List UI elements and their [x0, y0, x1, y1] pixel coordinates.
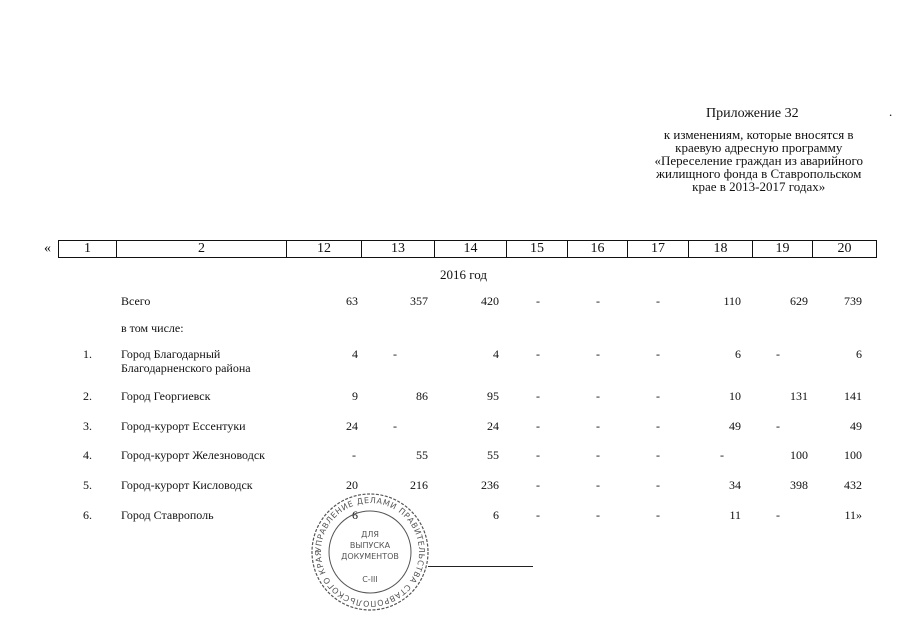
svg-text:С-III: С-III — [362, 575, 378, 584]
row-number: 6. — [83, 508, 92, 522]
value-cell: 131 — [790, 389, 808, 403]
header-cell: 12 — [287, 241, 362, 258]
total-label: Всего — [121, 294, 151, 308]
value-cell: - — [536, 389, 540, 403]
value-cell: - — [536, 294, 540, 308]
subtitle-line: жилищного фонда в Ставропольском — [656, 166, 862, 181]
svg-text:ДОКУМЕНТОВ: ДОКУМЕНТОВ — [341, 552, 399, 561]
value-cell: 63 — [346, 294, 358, 308]
value-cell: - — [536, 419, 540, 433]
value-cell: - — [656, 347, 660, 361]
svg-text:ВЫПУСКА: ВЫПУСКА — [349, 541, 391, 550]
value-cell: 6 — [735, 347, 741, 361]
value-cell: 10 — [729, 389, 741, 403]
value-cell: 236 — [481, 478, 499, 492]
value-cell: - — [656, 294, 660, 308]
value-cell: - — [656, 478, 660, 492]
value-cell: - — [776, 347, 780, 361]
value-cell: - — [536, 347, 540, 361]
value-cell: 216 — [410, 478, 428, 492]
row-label: Благодарненского района — [121, 361, 251, 375]
value-cell: 6 — [856, 347, 862, 361]
row-label: Город-курорт Железноводск — [121, 448, 265, 462]
value-cell: 24 — [346, 419, 358, 433]
value-cell: 49 — [850, 419, 862, 433]
section-title: 2016 год — [440, 267, 487, 282]
value-cell: 34 — [729, 478, 741, 492]
appendix-title: Приложение 32 — [706, 106, 799, 121]
value-cell: 141 — [844, 389, 862, 403]
row-number: 1. — [83, 347, 92, 361]
value-cell: 4 — [352, 347, 358, 361]
value-cell: 6 — [352, 508, 358, 522]
subtitle-line: крае в 2013-2017 годах» — [692, 179, 826, 194]
including-label: в том числе: — [121, 321, 184, 335]
value-cell: 24 — [487, 419, 499, 433]
stamp-seal — [308, 490, 432, 614]
quote-open: « — [44, 241, 51, 256]
value-cell: 49 — [729, 419, 741, 433]
value-cell: 398 — [790, 478, 808, 492]
value-cell: 100 — [790, 448, 808, 462]
value-cell: - — [536, 478, 540, 492]
value-cell: - — [596, 419, 600, 433]
value-cell: - — [596, 389, 600, 403]
value-cell: - — [536, 508, 540, 522]
value-cell: 20 — [346, 478, 358, 492]
table-header — [58, 240, 877, 258]
value-cell: - — [596, 294, 600, 308]
value-cell: 9 — [352, 389, 358, 403]
value-cell: - — [776, 419, 780, 433]
row-label: Город-курорт Ессентуки — [121, 419, 246, 433]
subtitle-line: к изменениям, которые вносятся в — [663, 127, 854, 142]
header-cell: 19 — [753, 241, 813, 258]
value-cell: - — [596, 508, 600, 522]
value-cell: 55 — [487, 448, 499, 462]
row-number: 4. — [83, 448, 92, 462]
value-cell: 95 — [487, 389, 499, 403]
signature-line — [428, 566, 533, 567]
header-cell: 1 — [59, 241, 117, 258]
header-cell: 16 — [568, 241, 628, 258]
value-cell: 11 — [729, 508, 741, 522]
value-cell: - — [720, 448, 724, 462]
value-cell: 55 — [416, 448, 428, 462]
value-cell: 110 — [723, 294, 741, 308]
row-label: Город Ставрополь — [121, 508, 214, 522]
value-cell: 739 — [844, 294, 862, 308]
value-cell: - — [536, 448, 540, 462]
value-cell: - — [656, 389, 660, 403]
value-cell: 629 — [790, 294, 808, 308]
value-cell: 86 — [416, 389, 428, 403]
header-cell: 17 — [628, 241, 689, 258]
value-cell: - — [596, 478, 600, 492]
value-cell: 432 — [844, 478, 862, 492]
header-cell: 2 — [117, 241, 287, 258]
value-cell: - — [596, 347, 600, 361]
value-cell: - — [656, 508, 660, 522]
value-cell: - — [352, 448, 356, 462]
svg-text:УПРАВЛЕНИЕ ДЕЛАМИ ПРАВИТЕЛЬСТВ: УПРАВЛЕНИЕ ДЕЛАМИ ПРАВИТЕЛЬСТВА СТАВРОПОЛЬСКОГО КРАЯ — [313, 495, 427, 609]
value-cell: - — [596, 448, 600, 462]
value-cell: 420 — [481, 294, 499, 308]
header-cell: 20 — [813, 241, 877, 258]
value-cell: 4 — [493, 347, 499, 361]
value-cell: 357 — [410, 294, 428, 308]
appendix-subtitle — [654, 128, 863, 193]
row-number: 5. — [83, 478, 92, 492]
value-cell: - — [776, 508, 780, 522]
row-label: Город-курорт Кисловодск — [121, 478, 253, 492]
header-cell: 14 — [435, 241, 507, 258]
value-cell: - — [393, 419, 397, 433]
header-cell: 13 — [362, 241, 435, 258]
value-cell: - — [656, 419, 660, 433]
corner-dot: . — [889, 104, 893, 119]
header-cell: 15 — [507, 241, 568, 258]
row-number: 2. — [83, 389, 92, 403]
header-cell: 18 — [689, 241, 753, 258]
subtitle-line: «Переселение граждан из аварийного — [654, 153, 863, 168]
row-number: 3. — [83, 419, 92, 433]
subtitle-line: краевую адресную программу — [675, 140, 843, 155]
value-cell: 100 — [844, 448, 862, 462]
value-cell: - — [656, 448, 660, 462]
row-label: Город Георгиевск — [121, 389, 211, 403]
row-label: Город Благодарный — [121, 347, 221, 361]
value-cell: 11» — [844, 508, 862, 522]
svg-text:ДЛЯ: ДЛЯ — [361, 530, 379, 539]
value-cell: 6 — [493, 508, 499, 522]
value-cell: - — [393, 347, 397, 361]
